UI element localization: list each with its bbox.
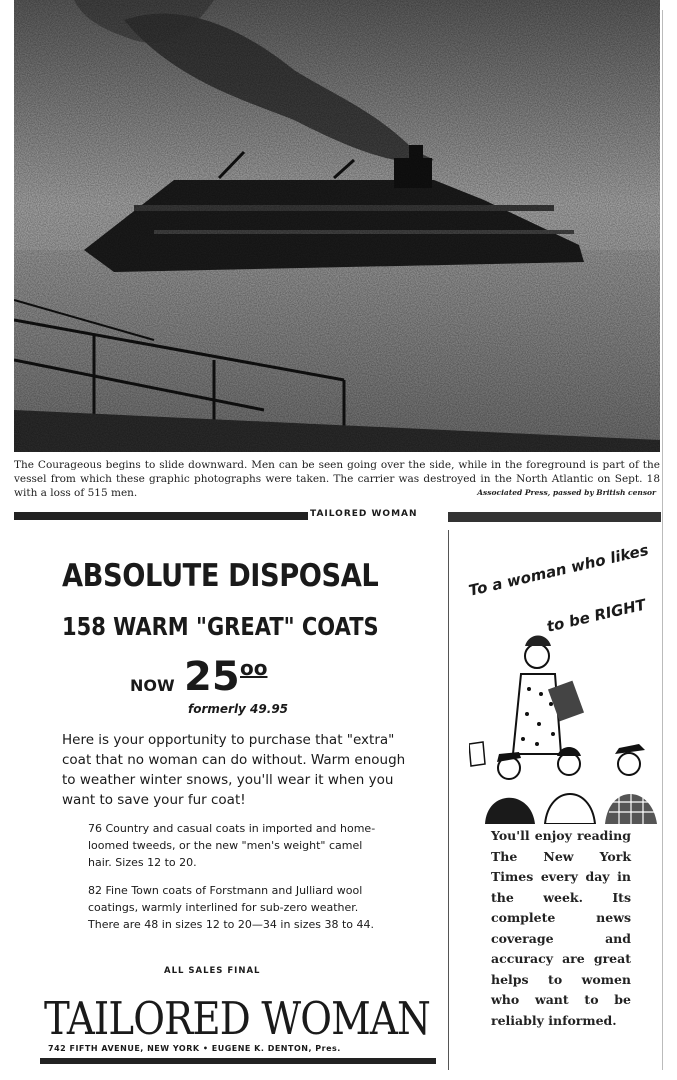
- new-york-times-ad: [448, 530, 662, 1070]
- ad-body-copy: Here is your opportunity to purchase that "extra" coat that no woman can do without. Warm enough to weather winter snows, you'll wear it when you want to save your fur coat!: [62, 732, 406, 808]
- tailored-woman-ad: [30, 530, 430, 1070]
- times-tagline-1: To a woman who likes: [466, 540, 651, 600]
- price-dollars: 25: [184, 654, 240, 700]
- store-address: 742 FIFTH AVENUE, NEW YORK • EUGENE K. DENTON, Pres.: [48, 1044, 341, 1053]
- ad-top-rule-label: TAILORED WOMAN: [310, 509, 418, 519]
- photo-caption: [14, 458, 660, 500]
- ad-detail-country-coats: 76 Country and casual coats in imported and home-loomed tweeds, or the new "men's weight" camel hair. Sizes 12 to 20.: [88, 822, 376, 869]
- ad-top-rule-left: [14, 512, 308, 520]
- sales-final-notice: ALL SALES FINAL: [164, 966, 261, 976]
- ad-subhead: 158 WARM "GREAT" COATS: [62, 612, 379, 641]
- ship-photo: [14, 0, 660, 452]
- former-price: formerly 49.95: [188, 702, 289, 716]
- ad-top-rule-right: [448, 512, 661, 522]
- times-ad-copy: You'll enjoy reading The New York Times every day in the week. Its complete news coverage and accuracy are great helps to women who want to be reliably informed.: [491, 828, 631, 1028]
- price-cents: oo: [240, 656, 268, 680]
- now-label: NOW: [130, 676, 175, 695]
- brand-name: TAILORED WOMAN: [44, 992, 430, 1045]
- ad-detail-town-coats: 82 Fine Town coats of Forstmann and Julliard wool coatings, warmly interlined for sub-zero weather. There are 48 in sizes 12 to 20—34 in sizes 38 to 44.: [88, 884, 374, 931]
- caption-text: The Courageous begins to slide downward. Men can be seen going over the side, while in the foreground is part of the vessel from which these graphic photographs were taken. The carrier was destroyed in the North Atlantic on Sept. 18 with a loss of 515 men.: [14, 459, 660, 499]
- times-tagline-2: to be RIGHT: [544, 595, 648, 636]
- photo-credit: Associated Press, passed by British censor: [477, 488, 656, 497]
- ad-bottom-rule: [40, 1058, 436, 1064]
- page-edge-line: [662, 10, 663, 1070]
- ad-headline: ABSOLUTE DISPOSAL: [62, 558, 379, 594]
- women-reading-illustration: [469, 624, 659, 828]
